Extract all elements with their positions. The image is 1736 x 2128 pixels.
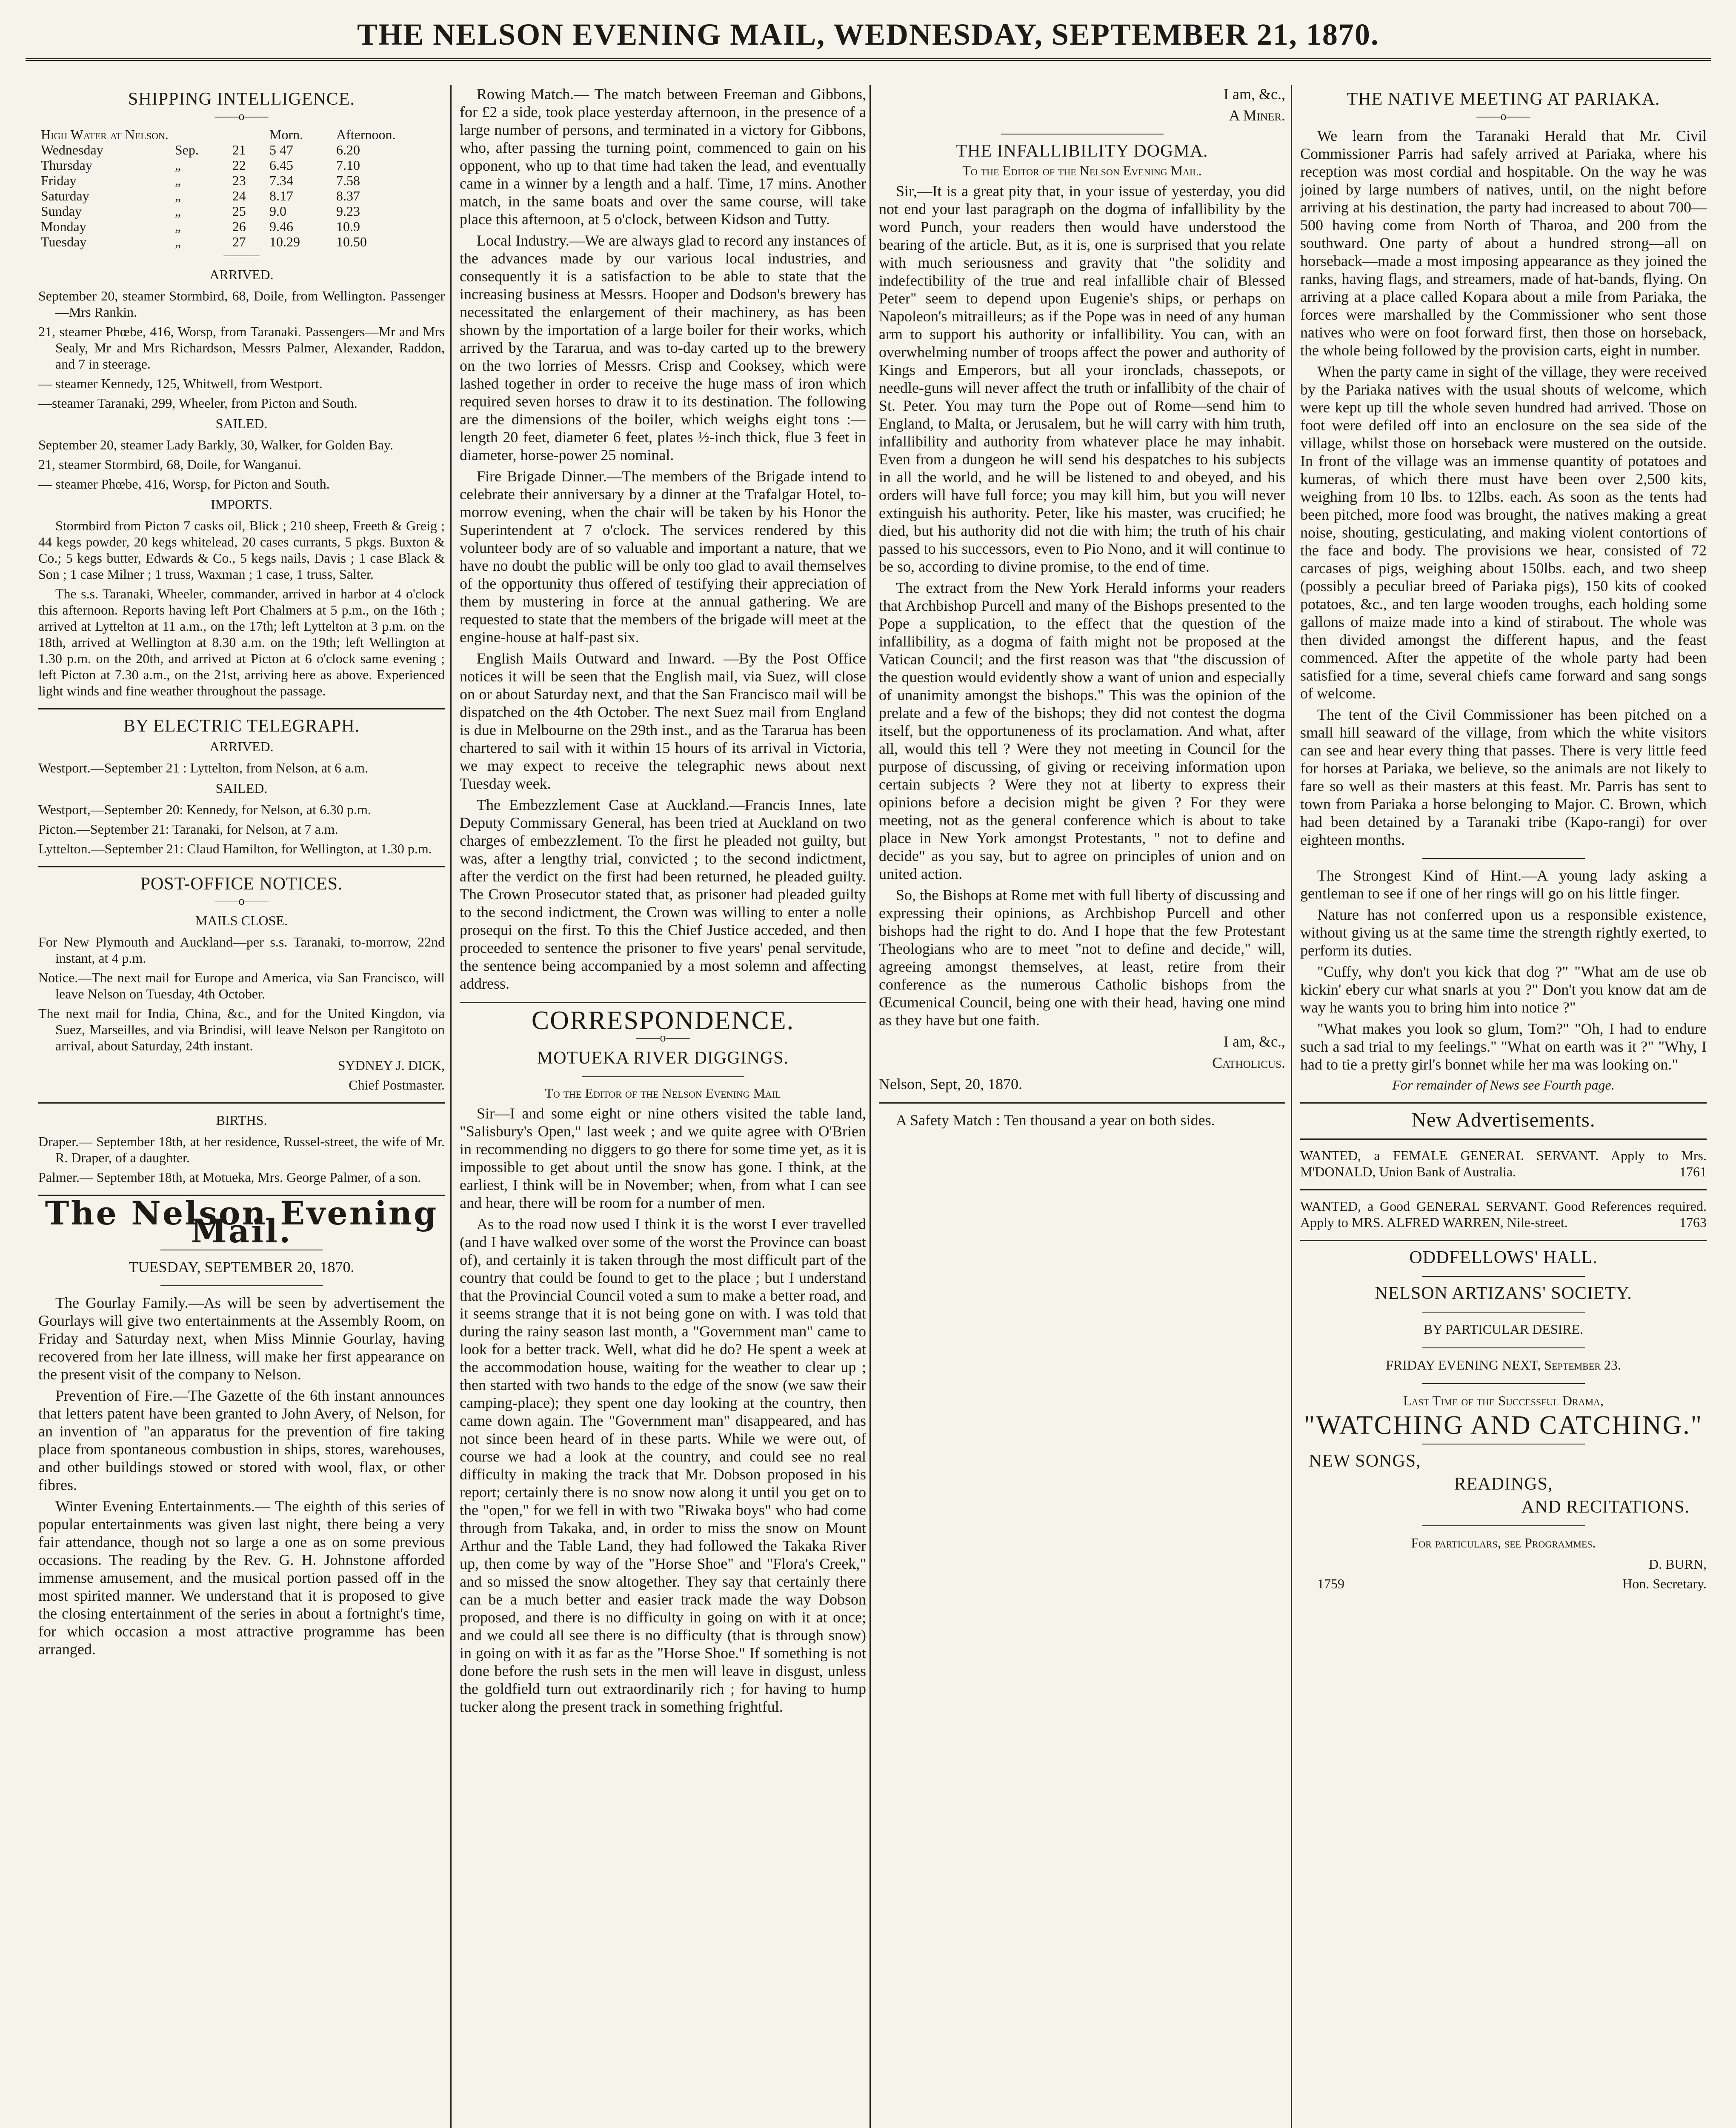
post-office-item: Notice.—The next mail for Europe and America, via San Francisco, will leave Nelson on Tuesday, 4th October.	[38, 970, 445, 1001]
divider	[1300, 1189, 1707, 1190]
tide-row	[38, 219, 445, 234]
tide-cell-aft: 6.20	[336, 142, 360, 157]
divider	[1422, 858, 1585, 859]
hint-4: "What makes you look so glum, Tom?" "Oh, I had to endure such a sad trial to my feelings." "What on earth was it ?" "Why, I had to tie a pretty girl's bonnet while her ma was looking on."	[1300, 1020, 1707, 1073]
divider	[1422, 1276, 1585, 1277]
tide-cell-morn: 5 47	[269, 142, 293, 157]
hint-2: Nature has not conferred upon us a responsible existence, without giving us at the same time the strength rightly exerted, to perform its duties.	[1300, 906, 1707, 959]
ornament: ——o——	[214, 110, 269, 123]
ad-number: 1759	[1317, 1576, 1344, 1591]
tide-table	[38, 127, 445, 249]
sailing-entry: 21, steamer Stormbird, 68, Doile, for Wanganui.	[38, 457, 302, 472]
ad-text: WANTED, a FEMALE GENERAL SERVANT. Apply to Mrs. M'DONALD, Union Bank of Australia.	[1300, 1148, 1707, 1179]
telegraph-arrived-list	[38, 760, 445, 776]
tide-cell-morn: 7.34	[269, 173, 293, 188]
particular-desire: BY PARTICULAR DESIRE.	[1423, 1321, 1584, 1337]
ornament: ——o——	[1476, 110, 1530, 123]
editorial-local-industry: Local Industry.—We are always glad to record any instances of the advances made by our various local industries, and consequently it is a satisfaction to be able to state that the increasing business at Messrs. Hooper and Dodson's brewery has necessitated the enlargement of their machinery, as has been shown by the importation of a large boiler for their works, which arrived by the Tararua, and was to-day carted up to the brewery on the two lorries of Messrs. Crisp and Cooksey, which were lashed together in order to receive the huge mass of iron which required seven horses to draw it to its destination. The following are the dimensions of the boiler, which weighs eight tons :—length 20 feet, diameter 6 feet, plates ½-inch thick, flue 3 feet in diameter, horse-power 25 nominal.	[460, 232, 866, 463]
arrival-entry: 21, steamer Phœbe, 416, Worsp, from Taranaki. Passengers—Mr and Mrs Sealy, Mr and Mrs Richardson, Messrs Palmer, Alexander, Raddon, and 7 in steerage.	[38, 324, 445, 372]
motueka-title: MOTUEKA RIVER DIGGINGS.	[537, 1048, 789, 1068]
native-meeting-para-1: We learn from the Taranaki Herald that Mr. Civil Commissioner Parris had safely arrived at Pariaka, where his reception was most cordial and hospitable. On the way he was joined by large numbers of natives, until, on the night before arriving at his destination, the party had increased to about 700—500 having come from North of Tharoa, and 200 from the southward. One party of about a hundred strong—all on horseback—made a most imposing appearance as they joined the ranks, having flags, and streamers, made of hat-bands, flying. On arriving at a place called Kopara about a mile from Pariaka, the forces were marshalled by the Commissioner who sent those natives who were on foot forward first, then those on horseback, the whole being followed by the provision carts, eight in number.	[1300, 127, 1707, 359]
recitations: AND RECITATIONS.	[1521, 1497, 1690, 1517]
divider	[582, 1076, 744, 1077]
tide-row	[38, 173, 445, 188]
divider	[1300, 1102, 1707, 1104]
tide-cell-day: Tuesday	[41, 234, 87, 249]
postmaster-title: Chief Postmaster.	[349, 1077, 445, 1093]
tide-cell-day: Wednesday	[41, 142, 103, 157]
tide-row	[38, 203, 445, 219]
motueka-para-1: Sir—I and some eight or nine others visited the table land, "Salisbury's Open," last week ; and we quite agree with O'Brien in recommending no diggers to go there for some time yet, as it is impossible to get about until the snow has gone. I think, at the earliest, I think will be in November; when, from what I can see and hear, there will be room for a number of men.	[460, 1105, 866, 1211]
tide-cell-aft: 10.50	[336, 234, 367, 249]
secretary-name: D. BURN,	[1648, 1556, 1707, 1572]
postmaster-signature: SYDNEY J. DICK,	[337, 1058, 445, 1073]
remainder-note: For remainder of News see Fourth page.	[1392, 1077, 1615, 1093]
dogma-place: Nelson, Sept, 20, 1870.	[879, 1075, 1022, 1093]
post-office-items	[38, 934, 445, 1054]
dogma-title: THE INFALLIBILITY DOGMA.	[956, 141, 1208, 161]
ornament: ——o——	[636, 1031, 690, 1044]
tide-cell-date: 24	[232, 188, 246, 203]
sailing-entry: — steamer Phœbe, 416, Worsp, for Picton and South.	[38, 476, 330, 492]
tide-row	[38, 157, 445, 173]
telegraph-sailing: Lyttelton.—September 21: Claud Hamilton, for Wellington, at 1.30 p.m.	[38, 841, 432, 856]
divider	[38, 1102, 445, 1104]
births-heading: BIRTHS.	[216, 1113, 267, 1128]
masthead: THE NELSON EVENING MAIL, WEDNESDAY, SEPTEMBER 21, 1870.	[26, 17, 1711, 61]
tide-cell-date: 26	[232, 219, 246, 234]
particulars-line: For particulars, see Programmes.	[1411, 1535, 1596, 1550]
event-date: FRIDAY EVENING NEXT, September 23.	[1386, 1357, 1621, 1373]
dogma-para-1: Sir,—It is a great pity that, in your issue of yesterday, you did not end your last paragraph on the dogma of infallibility by the word Punch, your readers then would have understood the bearing of the article. But, as it is, one is surprised that you relate with much seriousness and gravity that "the solidity and indefectibility of the true and real infallible chair of Blessed Peter" seem to depend upon Eugenie's ships, or perhaps on Napoleon's mitrailleurs; as if the Pope was in need of any human arm to support his authority or infallibility. You can, with an overwhelming number of troops affect the power and authority of Kings and Emperors, but all your ironclads, chassepots, or needle-guns will never affect the truth or infallibity of the chair of St. Peter. You may turn the Pope out of Rome—send him to England, to Malta, or Jerusalem, but he will carry with him truth, infallibility and authority from whatever place he may inhabit. Even from a dungeon he will send his despatches to his subjects in all the world, and he will be listened to and obeyed, and his orders will have full force; you may kill him, but you will never extinguish his authority. Peter, like his master, was crucified; he died, but his authority did not die with him; the truth of his chair passed to his successors, even to Pio Nono, and it will continue to be so, according to divine promise, to the end of time.	[879, 183, 1285, 575]
column-3	[879, 85, 1285, 2128]
tide-row	[38, 142, 445, 157]
telegraph-heading: BY ELECTRIC TELEGRAPH.	[123, 716, 360, 736]
dogma-signature: Catholicus.	[1212, 1054, 1285, 1071]
editorial-embezzlement: The Embezzlement Case at Auckland.—Francis Innes, late Deputy Commissary General, has been tried at Auckland on two charges of embezzlement. To the first he pleaded not guilty, but was, after a lengthy trial, convicted ; to the second indictment, after the verdict on the first had been returned, he pleaded guilty. The Crown Prosecutor stated that, as prisoner had pleaded guilty to the second indictment, the Crown was willing to enter a nolle prosequi on the first. To this the Chief Justice acceded, and then proceeded to sentence the prisoner to five years' penal servitude, the sentence being accompanied by a most solemn and affecting address.	[460, 796, 866, 992]
editorial-date: TUESDAY, SEPTEMBER 20, 1870.	[129, 1258, 355, 1276]
divider	[1300, 1138, 1707, 1140]
ornament: ——o——	[214, 895, 269, 908]
editorial-winter-entertainments: Winter Evening Entertainments.— The eighth of this series of popular entertainments was given last night, there being a very fair attendance, though not so large a one as on some previous occasions. The reading by the Rev. G. H. Johnstone afforded immense amusement, and the musical portion passed off in the most spirited manner. We understand that it is proposed to give the closing entertainment of the series in about a fortnight's time, for which occasion a most attractive programme has been arranged.	[38, 1498, 445, 1658]
shipping-heading: SHIPPING INTELLIGENCE.	[128, 89, 355, 109]
column-rule	[1291, 85, 1292, 2128]
tide-row	[38, 188, 445, 203]
arrival-entry: —steamer Taranaki, 299, Wheeler, from Picton and South.	[38, 395, 357, 411]
dogma-close: I am, &c.,	[1224, 1033, 1285, 1050]
tide-cell-morn: 9.46	[269, 219, 293, 234]
newspaper-title: The Nelson Evening Mail.	[45, 1194, 438, 1250]
tide-cell-morn: 9.0	[269, 203, 286, 219]
morn-label: Morn.	[269, 127, 303, 142]
tide-cell-day: Friday	[41, 173, 77, 188]
ad-number: 1763	[1679, 1215, 1707, 1230]
editorial-english-mails: English Mails Outward and Inward. —By the Post Office notices it will be seen that the English mail, via Suez, will close on or about Saturday next, and that the San Francisco mail will be dispatched on the 4th October. The next Suez mail from England is due in Melbourne on the 29th inst., and as the Tararua has been chartered to sail with it within 15 hours of its arrival in Victoria, we may expect to receive the telegraphic news about next Tuesday week.	[460, 650, 866, 792]
motueka-signature: A Miner.	[1229, 107, 1285, 124]
tide-cell-aft: 7.10	[336, 157, 360, 173]
editorial-gourlay: The Gourlay Family.—As will be seen by advertisement the Gourlays will give two entertainments at the Assembly Room, on Friday and Saturday next, when Miss Minnie Gourlay, having recovered from her late illness, will make her first appearance on the present visit of the company to Nelson.	[38, 1294, 445, 1383]
birth-notice: Palmer.— September 18th, at Motueka, Mrs. George Palmer, of a son.	[38, 1170, 421, 1185]
correspondence-heading: CORRESPONDENCE.	[531, 1006, 795, 1035]
imports-text: Stormbird from Picton 7 casks oil, Blick ; 210 sheep, Freeth & Greig ; 44 kegs powder, 20 kegs whitelead, 20 cases currants, 5 pkgs. Buxton & Co.; 5 kegs butter, Edwards & Co., 5 kegs nails, Davis ; 1 case Black & Son ; 1 case Milner ; 1 truss, Waxman ; 1 case, 1 truss, Salter.	[38, 518, 445, 582]
tide-cell-date: 21	[232, 142, 246, 157]
artizans-society: NELSON ARTIZANS' SOCIETY.	[1375, 1284, 1632, 1303]
divider	[160, 1285, 323, 1286]
dogma-to-editor: To the Editor of the Nelson Evening Mail.	[962, 163, 1202, 178]
divider	[1300, 1240, 1707, 1241]
native-meeting-heading: THE NATIVE MEETING AT PARIAKA.	[1347, 89, 1660, 109]
oddfellows-hall: ODDFELLOWS' HALL.	[1409, 1248, 1598, 1267]
sailed-heading: SAILED.	[215, 416, 268, 431]
new-ads-heading: New Advertisements.	[1411, 1109, 1596, 1131]
secretary-title: Hon. Secretary.	[1622, 1576, 1707, 1591]
tide-cell-mon: „	[174, 157, 181, 173]
arrival-entry: September 20, steamer Stormbird, 68, Doile, from Wellington. Passenger—Mrs Rankin.	[38, 288, 445, 320]
tide-cell-mon: „	[174, 188, 181, 203]
readings: READINGS,	[1454, 1474, 1553, 1494]
arrived-list	[38, 288, 445, 411]
dogma-para-3: So, the Bishops at Rome met with full liberty of discussing and expressing their opinions, as Archbishop Purcell and other bishops had the right to do. And I hope that the few Protestant Theologians who are to meet "not to define and decide," will, agreeing amongst themselves, at least, retire from their conference as the numerous Catholic bishops from the Œcumenical Council, being one with their head, having one mind as they have but one faith.	[879, 887, 1285, 1029]
tide-cell-morn: 10.29	[269, 234, 300, 249]
tide-cell-day: Sunday	[41, 203, 82, 219]
arrived-heading: ARRIVED.	[209, 267, 274, 282]
tide-cell-morn: 6.45	[269, 157, 293, 173]
imports-heading: IMPORTS.	[211, 497, 272, 512]
telegraph-arrival: Westport.—September 21 : Lyttelton, from Nelson, at 6 a.m.	[38, 760, 369, 775]
tide-label: High Water at Nelson.	[41, 127, 169, 142]
divider	[1422, 1525, 1585, 1526]
tide-row	[38, 234, 445, 249]
post-office-item: For New Plymouth and Auckland—per s.s. Taranaki, to-morrow, 22nd instant, at 4 p.m.	[38, 934, 445, 966]
ad-female-servant	[1300, 1147, 1707, 1180]
mails-close-heading: MAILS CLOSE.	[195, 913, 288, 928]
native-meeting-para-2: When the party came in sight of the village, they were received by the Pariaka natives with the usual shouts of welcome, which were kept up till the whole seven hundred had arrived. Those on foot were defiled off into an enclosure on the sea side of the village, whilst those on horseback were mustered on the outside. In front of the village was an immense quantity of potatoes and kumeras, of which there must have been over 2,500 kits, weighing from 10 lbs. to 12lbs. each. As soon as the tents had been pitched, more food was brought, the natives making a great noise, shouting, gesticulating, and making violent contortions of the face and body. The provisions we hear, consisted of 72 carcases of pigs, weighing about 150lbs. each, and two sheep (possibly a peculiar breed of Pariaka pigs), 150 kits of cooked potatoes, &c., and ten large wooden troughs, each holding some gallons of maize made into a kind of stirabout. The whole was then divided amongst the different hapus, and the feast commenced. After the appetite of the whole party had been satisfied for a time, several chiefs came forward and sang songs of welcome.	[1300, 363, 1707, 702]
births-items	[38, 1133, 445, 1185]
divider	[1422, 1347, 1585, 1348]
native-meeting-para-3: The tent of the Civil Commissioner has been pitched on a small hill seaward of the village, from which the white visitors can see and hear every thing that passes. There is very little feed for horses at Pariaka, we believe, so the animals are not likely to fare so well as their masters at this feast. Mr. Parris has sent to town from Pariaka a horse belonging to Major. C. Brown, which had been detained by a Taranaki tribe (Kapo-rangi) for over eighteen months.	[1300, 706, 1707, 848]
hint-1: The Strongest Kind of Hint.—A young lady asking a gentleman to see if one of her rings will go on his little finger.	[1300, 867, 1707, 902]
post-office-item: The next mail for India, China, &c., and for the United Kingdon, via Suez, Marseilles, and via Brindisi, will leave Nelson per Rangitoto on arrival, about Saturday, 24th instant.	[38, 1006, 445, 1053]
tide-cell-aft: 9.23	[336, 203, 360, 219]
divider	[460, 1002, 866, 1003]
dogma-para-2: The extract from the New York Herald informs your readers that Archbishop Purcell and many of the Bishops presented to the Pope a supplication, to the effect that the question of the infallibility, as a dogma of faith might not be proposed at the Vatican Council; and the first reason was that "the discussion of the question would evidently show a want of union and especially of unanimity amongst the bishops." This was the opinion of the prelate and a few of the bishops; they did not contest the dogma itself, but the opportuneness of its proclamation. And what, after all, would this tell ? Were they not meeting in Council for the purpose of discussing, of giving or receiving information upon certain subjects ? Were they not at liberty to express their opinions before a decision might be given ? For they were meeting, not as the general conference which is about to take place in New York amongst Protestants, " not to define and decide" as you say, but to agree on principles of union and on united action.	[879, 579, 1285, 882]
sailed-list	[38, 437, 445, 492]
divider	[879, 1102, 1285, 1104]
ad-number: 1761	[1679, 1164, 1707, 1179]
last-time-line: Last Time of the Successful Drama,	[1403, 1393, 1604, 1408]
birth-notice: Draper.— September 18th, at her residence, Russel-street, the wife of Mr. R. Draper, of a daughter.	[38, 1134, 445, 1165]
tide-cell-date: 25	[232, 203, 246, 219]
post-office-heading: POST-OFFICE NOTICES.	[140, 874, 343, 894]
new-songs: NEW SONGS,	[1309, 1451, 1421, 1471]
tide-cell-mon: „	[174, 173, 181, 188]
column-rule	[450, 85, 452, 2128]
tide-cell-morn: 8.17	[269, 188, 293, 203]
tide-cell-date: 27	[232, 234, 246, 249]
motueka-para-2: As to the road now used I think it is the worst I ever travelled (and I have walked over some of the worst the Province can boast of), and certainly it is taken through the most difficult part of the country that could be found to get to the place ; but I understand that the Provincial Council voted a sum to make a better road, and it seems strange that it is not being gone on with. I was told that during the rainy season last month, a "Government man" came to look for a better track. Well, what did he do? He spent a week at the accommodation house, waiting for the weather to clear up ; then started with two hands to the edge of the snow (we saw their camping-place); they spent one day looking at the country, then came down again. The "Government man" disappeared, and has not since been heard of in these parts. While we were out, of course we had a look at the country, and could see no real difficulty in making the track that Mr. Dobson proposed in his report; certainly there is no snow now along it until you get on to the "open," for we fell in with two "Riwaka boys" who had come through from Takaka, and, in order to miss the snow on Mount Arthur and the Table Land, they had followed the Takaka River up, then come by way of the "Horse Shoe" and "Flora's Creek," and so missed the snow altogether. They say that certainly there can be a much better and easier track made the way Dobson proposed, and there is no difficulty in going on with it at once; and we could all see there is no difficulty (that is through snow) in going on with it as far as the "Horse Shoe." If something is not done before the rush sets in the men will leave in disgust, unless the goldfield turn out extraordinarily rich ; for having to hump tucker along the present track in something frightful.	[460, 1216, 866, 1715]
telegraph-sailed-heading: SAILED.	[215, 781, 268, 796]
telegraph-arrived-heading: ARRIVED.	[209, 739, 274, 754]
arrival-entry: — steamer Kennedy, 125, Whitwell, from Westport.	[38, 376, 323, 391]
to-editor-line: To the Editor of the Nelson Evening Mail	[545, 1085, 781, 1101]
ad-text: WANTED, a Good GENERAL SERVANT. Good References required. Apply to MRS. ALFRED WARREN, Nile-street.	[1300, 1198, 1707, 1230]
drama-title: "WATCHING AND CATCHING."	[1304, 1411, 1703, 1440]
column-1	[38, 85, 445, 2128]
telegraph-sailed-list	[38, 801, 445, 857]
divider	[38, 866, 445, 867]
afternoon-label: Afternoon.	[336, 127, 396, 142]
tide-cell-aft: 10.9	[336, 219, 360, 234]
column-rule	[869, 85, 871, 2128]
telegraph-sailing: Westport,—September 20: Kennedy, for Nelson, at 6.30 p.m.	[38, 802, 371, 817]
tide-cell-mon: Sep.	[174, 142, 199, 157]
telegraph-sailing: Picton.—September 21: Taranaki, for Nelson, at 7 a.m.	[38, 821, 338, 837]
sailing-entry: September 20, steamer Lady Barkly, 30, Walker, for Golden Bay.	[38, 437, 393, 452]
divider	[38, 708, 445, 709]
editorial-rowing-match: Rowing Match.— The match between Freeman and Gibbons, for £2 a side, took place yesterday afternoon, in the presence of a large number of persons, and terminated in a victory for Gibbons, who, after passing the turning point, commenced to gain on his opponent, who up to that time had taken the lead, and eventually came in a winner by a length and a half. Time, 17 mins. Another match, in the same boats and over the same course, will take place this afternoon, at 5 o'clock, between Kidson and Tutty.	[460, 86, 866, 228]
tide-cell-day: Thursday	[41, 157, 92, 173]
safety-match: A Safety Match : Ten thousand a year on both sides.	[896, 1112, 1215, 1129]
tide-cell-mon: „	[174, 203, 181, 219]
editorial-fire-prevention: Prevention of Fire.—The Gazette of the 6th instant announces that letters patent have been granted to John Avery, of Nelson, for an invention of "an apparatus for the prevention of fire taking place from spontaneous combustion in ships, stores, warehouses, and other buildings stowed or stored with wool, flax, or other fibres.	[38, 1387, 445, 1493]
tide-cell-day: Saturday	[41, 188, 89, 203]
tide-cell-aft: 7.58	[336, 173, 360, 188]
hint-3: "Cuffy, why don't you kick that dog ?" "What am de use ob kickin' ebery cur what snarls at you ?" Don't you know dat am de way he wants you to bring him into notice ?"	[1300, 963, 1707, 1016]
ad-general-servant	[1300, 1198, 1707, 1230]
tide-cell-mon: „	[174, 219, 181, 234]
divider	[1422, 1383, 1585, 1384]
tide-cell-date: 23	[232, 173, 246, 188]
taranaki-report: The s.s. Taranaki, Wheeler, commander, arrived in harbor at 4 o'clock this afternoon. Reports having left Port Chalmers at 5 p.m., on the 16th ; arrived at Lyttelton at 11 a.m., on the 17th; left Lyttelton at 3 p.m. on the 18th, arrived at Wellington at 8.30 a.m. on the 19th; left Wellington at 1.30 p.m. on the 20th, and arrived at Picton at 6 o'clock same evening ; left Picton at 7.30 a.m., on the 21st, arriving here as above. Experienced light winds and fine weather throughout the passage.	[38, 586, 445, 698]
divider	[1422, 1312, 1585, 1313]
motueka-close: I am, &c.,	[1224, 86, 1285, 103]
tide-cell-mon: „	[174, 234, 181, 249]
tide-cell-date: 22	[232, 157, 246, 173]
editorial-fire-brigade: Fire Brigade Dinner.—The members of the Brigade intend to celebrate their anniversary by a dinner at the Trafalgar Hotel, to-morrow evening, when the chair will be taken by his Honor the Superintendent at 7 o'clock. The services rendered by this volunteer body are of so valuable and important a nature, that we have no doubt the public will be only too glad to avail themselves of the opportunity thus offered of testifying their appreciation of them by mustering in force at the annual gathering. We are requested to state that the members of the brigade will meet at the engine-house at half-past six.	[460, 468, 866, 646]
tide-cell-aft: 8.37	[336, 188, 360, 203]
tide-cell-day: Monday	[41, 219, 86, 234]
ornament: ———	[223, 249, 260, 262]
column-2	[460, 85, 866, 2128]
column-4	[1300, 85, 1707, 2128]
